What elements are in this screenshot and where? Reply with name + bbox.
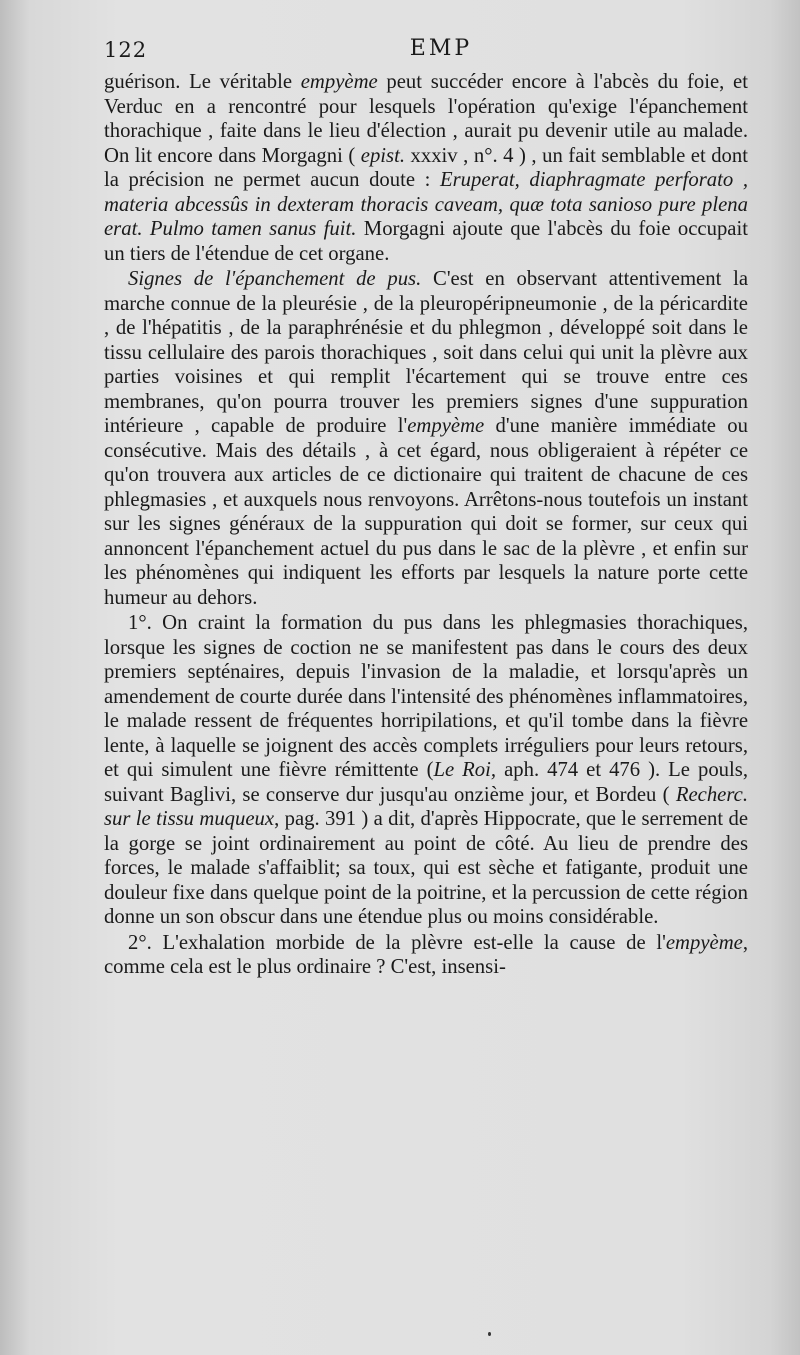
text-run: 2°. L'exhalation morbide de la plèvre est-elle la cause de l': [128, 931, 666, 954]
italic-run: Eruperat, diaphragmate perforato , materia abcessûs in dexteram thoracis caveam, quæ tota sanioso pure plena erat. Pulmo tamen sanus fuit.: [104, 169, 748, 240]
running-title: EMP: [409, 36, 473, 61]
running-head: [104, 34, 748, 64]
text-run: , pag. 391 ) a dit, d'après Hippocrate, que le serrement de la gorge se joint ordinairement au point de côté. Au lieu de prendre des forces, le malade s'affaiblit; sa toux, qui est sèche et fatigante, produit une douleur fixe dans quelque point de la poitrine, et la percussion de cette région donne un son obscur dans une étendue plus ou moins considérable.: [104, 808, 748, 928]
italic-run: Signes de l'épanchement de pus.: [128, 268, 422, 290]
text-run: Morgagni ajoute que l'abcès du foie occupait un tiers de l'étendue de cet organe.: [104, 218, 748, 265]
italic-run: empyème: [407, 415, 485, 437]
text-run: C'est en observant attentivement la marche connue de la pleurésie , de la pleuropéripneumonie , de la péricardite , de l'hépatitis , de la paraphrénésie et du phlegmon , développé soit dans le tissu cellulaire des parois thorachiques , soit dans celui qui unit la plèvre aux parties voisines et qui remplit l'écartement qui se trouve entre ces membranes, qu'on pourra trouver les premiers signes d'une suppuration intérieure , capable de produire l': [104, 268, 749, 437]
paragraph: [104, 70, 748, 266]
italic-run: Le Roi,: [433, 759, 497, 781]
paragraph: [104, 931, 748, 980]
body-text: [104, 70, 748, 980]
text-run: peut succéder encore à l'abcès du foie, et Verduc en a rencontré pour lesquels l'opération qu'exige l'épanchement thorachique , faite dans le lieu d'élection , aurait pu devenir utile au malade. On lit encore dans Morgagni (: [104, 71, 748, 167]
text-run: 1°. On craint la formation du pus dans les phlegmasies thorachiques, lorsque les signes de coction ne se manifestent pas dans le cours des deux premiers septénaires, depuis l'invasion de la maladie, et lorsqu'après un amendement de courte durée dans l'intensité des phénomènes inflammatoires, le malade ressent de fréquentes horripilations, et qu'il tombe dans la fièvre lente, à laquelle se joignent des accès complets irréguliers pour leurs retours, et qui simulent une fièvre rémittente (: [104, 612, 748, 781]
italic-run: empyème: [665, 931, 743, 954]
text-run: aph. 474 et 476 ). Le pouls, suivant Baglivi, se conserve dur jusqu'au onzième jour, et Bordeu (: [104, 759, 748, 806]
text-run: guérison. Le véritable: [104, 71, 301, 93]
ink-speck: [488, 1332, 491, 1336]
italic-run: Recherc. sur le tissu muqueux: [104, 783, 748, 830]
text-run: , comme cela est le plus ordinaire ? C'est, insensi-: [104, 931, 748, 978]
paragraph: [104, 267, 748, 610]
paragraph: [104, 611, 748, 930]
text-run: xxxiv , n°. 4 ) , un fait semblable et dont la précision ne permet aucun doute :: [104, 144, 748, 191]
italic-run: epist.: [360, 144, 406, 167]
page-number: 122: [104, 38, 148, 62]
text-run: d'une manière immédiate ou consécutive. Mais des détails , à cet égard, nous obligeraient à répéter ce qu'on trouvera aux articles de ce dictionaire qui traitent de chacune de ces phlegmasies , et auxquels nous renvoyons. Arrêtons-nous toutefois un instant sur les signes généraux de la suppuration qui doit se former, sur ceux qui annoncent l'épanchement actuel du pus dans le sac de la plèvre , et enfin sur les phénomènes qui indiquent les efforts par lesquels la nature porte cette humeur au dehors.: [104, 415, 748, 609]
italic-run: empyème: [300, 71, 378, 93]
